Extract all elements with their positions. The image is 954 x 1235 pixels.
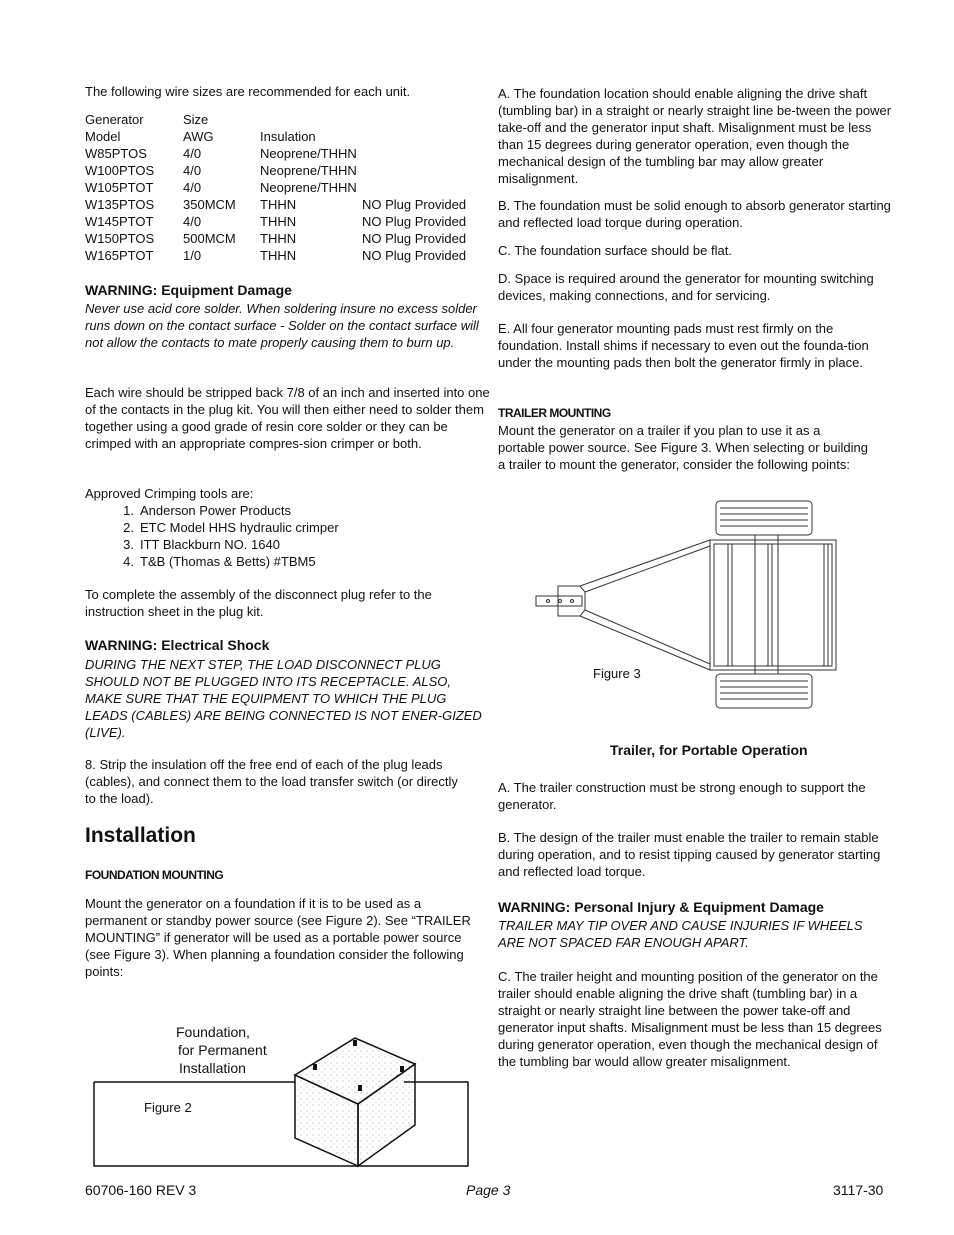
trailer-caption: Trailer, for Portable Operation bbox=[610, 742, 808, 758]
table-cell: W145PTOT bbox=[85, 214, 154, 229]
foundation-point-b: B. The foundation must be solid enough to absorb generator starting and reflected load torque during operation. bbox=[498, 198, 891, 230]
foundation-mounting-heading: FOUNDATION MOUNTING bbox=[85, 868, 224, 882]
table-cell: W85PTOS bbox=[85, 146, 147, 161]
table-cell: W150PTOS bbox=[85, 231, 155, 246]
table-cell: AWG bbox=[183, 129, 214, 144]
page-number: Page 3 bbox=[466, 1182, 511, 1198]
trailer-point-c: C. The trailer height and mounting position of the generator on the trailer should enable aligning the drive shaft (tumbling bar) in a straight or nearly straight line between the power take-off and generator input shafts. Misalignment must be less than 15 degrees during generator operation, even though the mechanical design of the tumbling bar would allow greater misalignment. bbox=[498, 969, 882, 1069]
foundation-text: Mount the generator on a foundation if it is to be used as a permanent or standby power source (see Figure 2). See “TRAILER MOUNTING” if generator will be used as a portable power source (see Figure 3). When planning a foundation consider the following points: bbox=[85, 896, 471, 979]
list-item-number: 4. bbox=[123, 554, 134, 569]
trailer-mounting-heading: TRAILER MOUNTING bbox=[498, 406, 611, 420]
wire-intro: The following wire sizes are recommended for each unit. bbox=[85, 84, 411, 99]
warning-equipment-text: Never use acid core solder. When soldering insure no excess solder runs down on the contact surface - Solder on the contact surface will not allow the contacts to mate properly causing them to burn up. bbox=[85, 301, 479, 350]
table-cell: W100PTOS bbox=[85, 163, 155, 178]
table-cell: 4/0 bbox=[183, 146, 202, 161]
doc-code: 3117-30 bbox=[833, 1182, 884, 1198]
table-cell: NO Plug Provided bbox=[362, 231, 467, 246]
table-row bbox=[85, 162, 482, 179]
table-cell: NO Plug Provided bbox=[362, 214, 467, 229]
table-cell bbox=[362, 179, 482, 196]
figure-2-label-line-3: Installation bbox=[179, 1060, 246, 1076]
table-row bbox=[85, 179, 482, 196]
list-item-label: Anderson Power Products bbox=[140, 503, 292, 518]
warning-injury-text: TRAILER MAY TIP OVER AND CAUSE INJURIES IF WHEELS ARE NOT SPACED FAR ENOUGH APART. bbox=[498, 918, 863, 950]
step-8-text: 8. Strip the insulation off the free end of each of the plug leads (cables), and connect them to the load transfer switch (or directly to the load). bbox=[85, 757, 458, 806]
table-cell: NO Plug Provided bbox=[362, 248, 467, 263]
list-item-number: 2. bbox=[123, 520, 134, 535]
strip-wire-text: Each wire should be stripped back 7/8 of an inch and inserted into one of the contacts in the plug kit. You will then either need to solder them together using a good grade of resin core solder or they can be crimped with an appropriate compres-sion crimper or both. bbox=[85, 385, 490, 451]
list-item-number: 1. bbox=[123, 503, 134, 518]
foundation-point-c: C. The foundation surface should be flat. bbox=[498, 243, 732, 258]
figure-2-caption: Figure 2 bbox=[144, 1100, 192, 1115]
table-row bbox=[85, 213, 482, 230]
installation-heading: Installation bbox=[85, 824, 196, 847]
table-cell: Model bbox=[85, 129, 121, 144]
complete-assembly-text: To complete the assembly of the disconnect plug refer to the instruction sheet in the plug kit. bbox=[85, 587, 432, 619]
table-cell: 350MCM bbox=[183, 197, 236, 212]
trailer-point-a: A. The trailer construction must be strong enough to support the generator. bbox=[498, 780, 866, 812]
crimping-tools-list bbox=[116, 502, 339, 570]
table-cell bbox=[362, 162, 482, 179]
table-cell: Insulation bbox=[260, 129, 316, 144]
table-cell: W165PTOT bbox=[85, 248, 154, 263]
table-cell bbox=[362, 128, 482, 145]
table-cell: Size bbox=[183, 112, 209, 127]
table-cell bbox=[362, 111, 482, 128]
table-cell: Neoprene/THHN bbox=[260, 163, 357, 178]
list-item bbox=[116, 553, 339, 570]
warning-shock-text: DURING THE NEXT STEP, THE LOAD DISCONNECT PLUG SHOULD NOT BE PLUGGED INTO ITS RECEPTACLE. ALSO, MAKE SURE THAT THE EQUIPMENT TO WHICH THE PLUG LEADS (CABLES) ARE BEING CONNECTED IS NOT ENER-GIZED (LIVE). bbox=[85, 657, 482, 740]
figure-3-trailer-drawing bbox=[530, 498, 850, 713]
trailer-mounting-text: Mount the generator on a trailer if you plan to use it as a portable power source. See Figure 3. When selecting or building a trailer to mount the generator, consider the following points: bbox=[498, 423, 868, 472]
table-cell: THHN bbox=[260, 248, 297, 263]
trailer-point-b: B. The design of the trailer must enable the trailer to remain stable during operation, and to resist tipping caused by generator starting and reflected load torque. bbox=[498, 830, 881, 879]
table-row bbox=[85, 196, 482, 213]
doc-number: 60706-160 REV 3 bbox=[85, 1182, 197, 1198]
table-row bbox=[85, 145, 482, 162]
list-item bbox=[116, 519, 339, 536]
table-row bbox=[85, 230, 482, 247]
list-item bbox=[116, 502, 339, 519]
warning-injury-title: WARNING: Personal Injury & Equipment Damage bbox=[498, 899, 824, 915]
figure-3-caption: Figure 3 bbox=[593, 666, 641, 681]
figure-2-label-line-2: for Permanent bbox=[178, 1042, 267, 1058]
table-cell: NO Plug Provided bbox=[362, 197, 467, 212]
list-item-label: ITT Blackburn NO. 1640 bbox=[140, 537, 280, 552]
warning-shock-title: WARNING: Electrical Shock bbox=[85, 637, 270, 653]
warning-equipment-title: WARNING: Equipment Damage bbox=[85, 282, 292, 298]
table-cell: 1/0 bbox=[183, 248, 202, 263]
table-cell: 4/0 bbox=[183, 163, 202, 178]
table-cell: W135PTOS bbox=[85, 197, 155, 212]
table-cell bbox=[260, 111, 362, 128]
table-cell: THHN bbox=[260, 197, 297, 212]
list-item-number: 3. bbox=[123, 537, 134, 552]
table-cell: Neoprene/THHN bbox=[260, 146, 357, 161]
list-item-label: T&B (Thomas & Betts) #TBM5 bbox=[140, 554, 316, 569]
table-cell: THHN bbox=[260, 214, 297, 229]
table-cell: 500MCM bbox=[183, 231, 236, 246]
wire-size-table bbox=[85, 111, 482, 264]
foundation-point-d: D. Space is required around the generator for mounting switching devices, making connections, and for servicing. bbox=[498, 271, 874, 303]
table-cell: Generator bbox=[85, 112, 144, 127]
table-header-row bbox=[85, 111, 482, 128]
table-cell bbox=[362, 145, 482, 162]
table-cell: Neoprene/THHN bbox=[260, 180, 357, 195]
table-cell: W105PTOT bbox=[85, 180, 154, 195]
figure-2-foundation-drawing bbox=[90, 1020, 475, 1170]
tools-title: Approved Crimping tools are: bbox=[85, 486, 254, 501]
foundation-point-a: A. The foundation location should enable aligning the drive shaft (tumbling bar) in a straight or nearly straight line be-tween the power take-off and the generator input shaft. Misalignment must be less than 15 degrees during generator operation, even though the mechanical design of the tumbling bar may allow greater misalignment. bbox=[498, 86, 892, 186]
figure-2-label-line-1: Foundation, bbox=[176, 1024, 250, 1040]
list-item-label: ETC Model HHS hydraulic crimper bbox=[140, 520, 339, 535]
table-cell: 4/0 bbox=[183, 180, 202, 195]
foundation-point-e: E. All four generator mounting pads must rest firmly on the foundation. Install shims if necessary to even out the founda-tion under the mounting pads then bolt the generator firmly in place. bbox=[498, 321, 869, 370]
list-item bbox=[116, 536, 339, 553]
table-cell: 4/0 bbox=[183, 214, 202, 229]
table-row bbox=[85, 247, 482, 264]
table-header-row bbox=[85, 128, 482, 145]
table-cell: THHN bbox=[260, 231, 297, 246]
